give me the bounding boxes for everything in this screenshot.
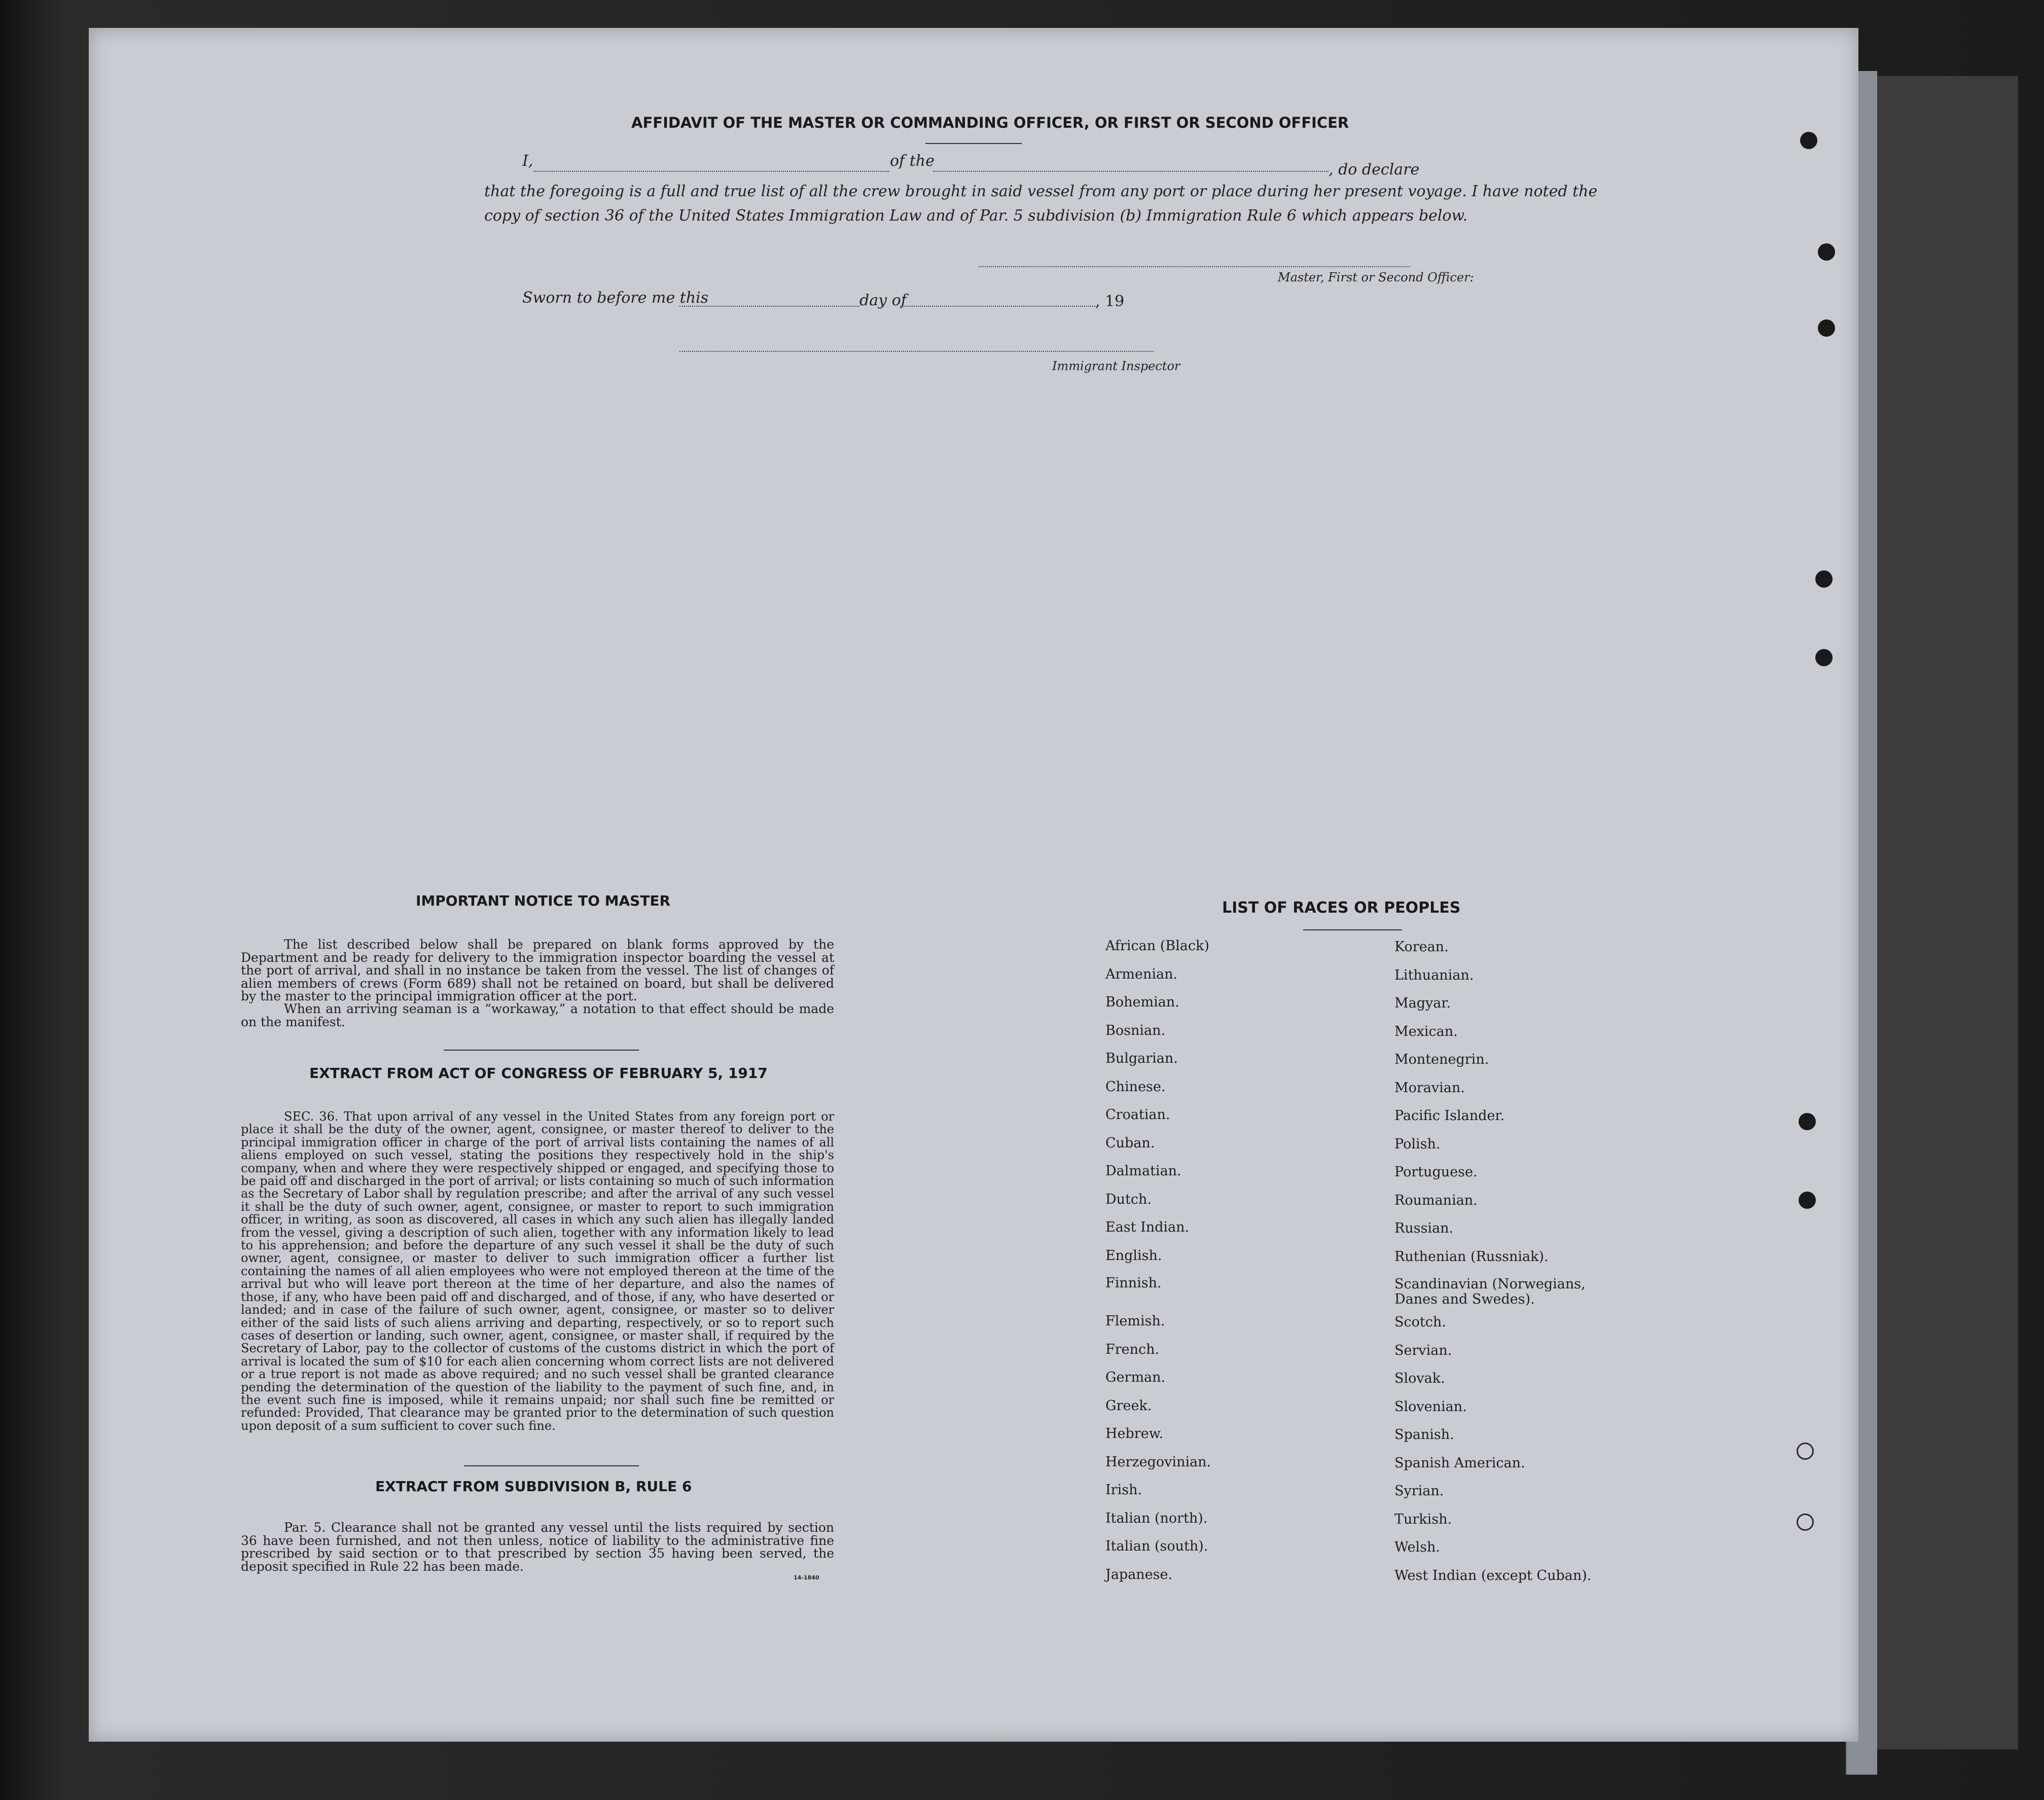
inspector-signature-field[interactable] <box>679 351 1154 352</box>
binding-hole-outline <box>1797 1514 1814 1531</box>
inspector-label: Immigrant Inspector <box>1052 359 1180 373</box>
race-item: African (Black) <box>1105 938 1209 954</box>
extract-act-text: SEC. 36. That upon arrival of any vessel in the United States from any foreign port or place it shall be the duty of the owner, agent, consignee, or master thereof to deliver to the principal immigration officer in charge of the port of arrival lists containing the names of all aliens employed on such vessel, stating the positions they respectively hold in the ship's company, when and where they were respectively shipped or engaged, and specifying those to be paid off and discharged in the port of arrival; or lists containing so much of such information as the Secretary of Labor shall by regulation prescribe; and after the arrival of any such vessel it shall be the duty of such owner, agent, consignee, or master to report to such immigration officer, in writing, as soon as discovered, all cases in which any such alien has illegally landed from the vessel, giving a description of such alien, together with any information likely to lead to his apprehension; and before the departure of any such vessel it shall be the duty of such owner, agent, consignee, or master to deliver to such immigration officer a further list containing the names of all alien employees who were not employed thereon at the time of the arrival but who will leave port thereon at the time of her departure, and also the names of those, if any, who have been paid off and discharged, and of those, if any, who have deserted or landed; and in case of the failure of such owner, agent, consignee, or master so to deliver either of the said lists of such aliens arriving and departing, respectively, or so to report such cases of desertion or landing, such owner, agent, consignee, or master shall, if required by the Secretary of Labor, pay to the collector of customs of the customs district in which the port of arrival is located the sum of $10 for each alien concerning whom correct lists are not delivered or a true report is not made as above required; and no such vessel shall be granted clearance pending the determination of the question of the liability to the payment of such fine, and, in the event such fine is imposed, while it remains unpaid; nor shall such fine be remitted or refunded: Provided, That clearance may be granted prior to the determination of such question upon deposit of a sum sufficient to cover such fine. <box>241 1109 834 1433</box>
races-title-rule <box>1303 929 1402 930</box>
binding-hole <box>1818 319 1835 337</box>
race-item: Hebrew. <box>1105 1426 1164 1442</box>
affidavit-line2: that the foregoing is a full and true list of all the crew brought in said vessel from any port or place during her present voyage. I have noted the <box>484 183 1598 200</box>
section-rule <box>464 1465 639 1466</box>
race-item: Scandinavian (Norwegians, Danes and Swedes). <box>1394 1276 1586 1307</box>
race-item: Dutch. <box>1105 1191 1152 1207</box>
races-left-column <box>1105 938 1369 1595</box>
races-right-column <box>1394 939 1607 1596</box>
race-item: Slovenian. <box>1394 1398 1467 1415</box>
sworn-label: Sworn to before me this <box>522 289 709 307</box>
binding-hole <box>1799 1113 1816 1130</box>
race-item: Portuguese. <box>1394 1164 1478 1180</box>
notice-paragraph-2: When an arriving seaman is a “workaway,” a notation to that effect should be made on the manifest. <box>241 1001 834 1029</box>
race-item: Pacific Islander. <box>1394 1108 1504 1124</box>
race-item: Roumanian. <box>1394 1192 1478 1208</box>
race-item: Mexican. <box>1394 1023 1458 1039</box>
binding-hole <box>1799 1192 1816 1209</box>
race-item: Turkish. <box>1394 1511 1452 1527</box>
vessel-field[interactable] <box>933 171 1329 172</box>
day-of-label: day of <box>859 292 907 309</box>
race-item: Moravian. <box>1394 1079 1465 1096</box>
race-item: Finnish. <box>1105 1275 1162 1291</box>
race-item: Lithuanian. <box>1394 967 1474 983</box>
year-label: , 19 <box>1095 293 1125 310</box>
master-signature-field[interactable] <box>979 266 1410 267</box>
race-item: Cuban. <box>1105 1135 1155 1151</box>
race-item: Spanish. <box>1394 1427 1454 1443</box>
race-item: Scotch. <box>1394 1314 1446 1330</box>
extract-rule-text: Par. 5. Clearance shall not be granted any vessel until the lists required by section 36 have been furnished, and not then unless, notice of liability to the administrative fine prescribed by said section or to that prescribed by section 35 having been served, the deposit specified in Rule 22 has been made. <box>241 1520 834 1574</box>
of-the-label: of the <box>890 152 935 170</box>
title-rule <box>925 143 1022 144</box>
notice-paragraph-1: The list described below shall be prepared on blank forms approved by the Department and be ready for delivery to the immigration inspector boarding the vessel at the port of arrival, and shall in no instance be taken from the vessel. The list of changes of alien members of crews (Form 689) shall not be retained on board, but shall be delivered by the master to the principal immigration officer at the port. <box>241 937 834 1003</box>
master-label: Master, First or Second Officer: <box>1278 270 1474 284</box>
race-item: Dalmatian. <box>1105 1163 1181 1179</box>
name-field[interactable] <box>534 171 889 172</box>
race-item: Syrian. <box>1394 1483 1444 1499</box>
race-item: Italian (north). <box>1105 1510 1208 1526</box>
race-item: Armenian. <box>1105 966 1178 982</box>
race-item: East Indian. <box>1105 1219 1190 1235</box>
race-item: Spanish American. <box>1394 1455 1525 1471</box>
binding-hole <box>1815 570 1833 588</box>
section-rule <box>444 1050 639 1051</box>
race-item: Flemish. <box>1105 1313 1165 1329</box>
binding-hole <box>1800 132 1817 149</box>
race-item: Bohemian. <box>1105 994 1179 1010</box>
declare-label: , do declare <box>1329 161 1420 178</box>
underlying-sheet <box>1856 76 2018 1749</box>
sworn-day-field[interactable] <box>679 306 859 307</box>
race-item: Servian. <box>1394 1342 1452 1358</box>
races-title: LIST OF RACES OR PEOPLES <box>1222 899 1461 917</box>
race-item: Japanese. <box>1105 1566 1173 1582</box>
extract-act-title: EXTRACT FROM ACT OF CONGRESS OF FEBRUARY 5, 1917 <box>309 1065 768 1082</box>
affidavit-line3: copy of section 36 of the United States Immigration Law and of Par. 5 subdivision (b) Immigration Rule 6 which appears below. <box>484 207 1468 225</box>
race-item: Slovak. <box>1394 1371 1445 1386</box>
race-item: Bosnian. <box>1105 1022 1166 1038</box>
affidavit-i-label: I, <box>522 152 533 170</box>
race-item: West Indian (except Cuban). <box>1394 1567 1592 1583</box>
extract-rule-title: EXTRACT FROM SUBDIVISION B, RULE 6 <box>375 1478 692 1495</box>
race-item: Italian (south). <box>1105 1538 1208 1554</box>
race-item: Chinese. <box>1105 1078 1166 1095</box>
race-item: Welsh. <box>1394 1539 1440 1555</box>
race-item: Herzegovinian. <box>1105 1454 1211 1470</box>
race-item: Russian. <box>1394 1220 1454 1236</box>
race-item: Polish. <box>1394 1136 1441 1152</box>
race-item: Korean. <box>1394 939 1449 955</box>
race-item: Bulgarian. <box>1105 1051 1178 1066</box>
binding-hole-outline <box>1797 1443 1814 1460</box>
race-item: Magyar. <box>1394 995 1451 1011</box>
binding-hole <box>1818 243 1835 261</box>
race-item: Irish. <box>1105 1482 1142 1498</box>
race-item: Croatian. <box>1105 1107 1170 1123</box>
sworn-month-field[interactable] <box>900 306 1095 307</box>
race-item: English. <box>1105 1247 1162 1264</box>
race-item: German. <box>1105 1370 1166 1385</box>
binding-hole <box>1815 649 1833 666</box>
race-item: Montenegrin. <box>1394 1052 1489 1067</box>
race-item: Greek. <box>1105 1397 1152 1414</box>
manifest-page <box>89 28 1858 1742</box>
notice-title: IMPORTANT NOTICE TO MASTER <box>416 892 671 909</box>
affidavit-title: AFFIDAVIT OF THE MASTER OR COMMANDING OFFICER, OR FIRST OR SECOND OFFICER <box>631 114 1349 131</box>
race-item: French. <box>1105 1341 1160 1357</box>
form-number: 14-1840 <box>794 1574 819 1581</box>
race-item: Ruthenian (Russniak). <box>1394 1248 1549 1265</box>
